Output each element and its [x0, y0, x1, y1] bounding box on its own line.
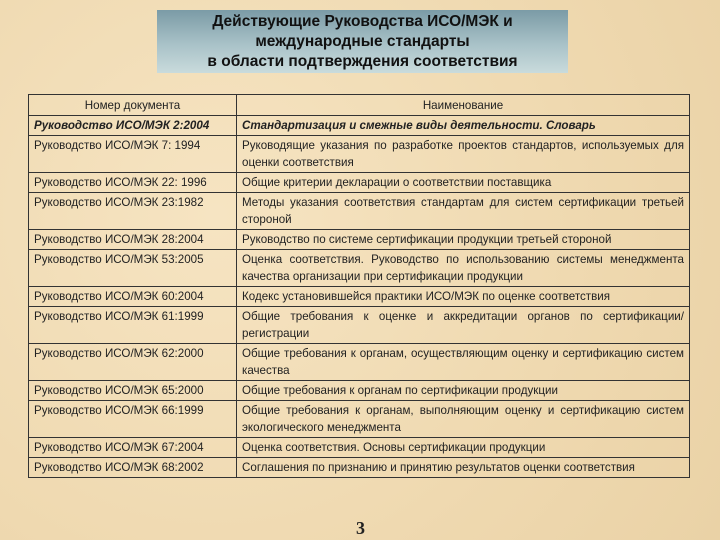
table-row [29, 344, 690, 381]
header-document-number: Номер документа [29, 95, 237, 116]
header-name: Наименование [237, 95, 690, 116]
document-name-cell: Соглашения по признанию и принятию результатов оценки соответствия [237, 458, 690, 478]
document-name-cell: Руководство по системе сертификации продукции третьей стороной [237, 230, 690, 250]
document-number-cell: Руководство ИСО/МЭК 23:1982 [29, 193, 237, 230]
document-name-cell: Общие требования к органам, выполняющим оценку и сертификацию систем экологического менеджмента [237, 401, 690, 438]
document-name-cell: Оценка соответствия. Руководство по использованию системы менеджмента качества организации при сертификации продукции [237, 250, 690, 287]
document-name-cell: Стандартизация и смежные виды деятельности. Словарь [237, 116, 690, 136]
document-number-cell: Руководство ИСО/МЭК 53:2005 [29, 250, 237, 287]
table-row [29, 136, 690, 173]
document-name-cell: Оценка соответствия. Основы сертификации продукции [237, 438, 690, 458]
document-number-cell: Руководство ИСО/МЭК 2:2004 [29, 116, 237, 136]
document-number-cell: Руководство ИСО/МЭК 67:2004 [29, 438, 237, 458]
document-number-cell: Руководство ИСО/МЭК 68:2002 [29, 458, 237, 478]
table-row [29, 116, 690, 136]
table-row [29, 438, 690, 458]
table-row [29, 193, 690, 230]
document-number-cell: Руководство ИСО/МЭК 7: 1994 [29, 136, 237, 173]
document-name-cell: Общие требования к органам, осуществляющим оценку и сертификацию систем качества [237, 344, 690, 381]
table-header [29, 95, 690, 116]
document-name-cell: Общие критерии декларации о соответствии поставщика [237, 173, 690, 193]
table-row [29, 230, 690, 250]
slide-title [157, 10, 568, 73]
document-name-cell: Общие требования к органам по сертификации продукции [237, 381, 690, 401]
document-name-cell: Кодекс установившейся практики ИСО/МЭК по оценке соответствия [237, 287, 690, 307]
document-number-cell: Руководство ИСО/МЭК 61:1999 [29, 307, 237, 344]
title-line: в области подтверждения соответствия [207, 53, 518, 70]
document-number-cell: Руководство ИСО/МЭК 28:2004 [29, 230, 237, 250]
table-row [29, 381, 690, 401]
document-number-cell: Руководство ИСО/МЭК 60:2004 [29, 287, 237, 307]
table-row [29, 307, 690, 344]
table-row [29, 287, 690, 307]
document-number-cell: Руководство ИСО/МЭК 66:1999 [29, 401, 237, 438]
title-line: международные стандарты [255, 33, 470, 50]
title-line: Действующие Руководства ИСО/МЭК и [212, 13, 513, 30]
document-name-cell: Общие требования к оценке и аккредитации органов по сертификации/регистрации [237, 307, 690, 344]
document-number-cell: Руководство ИСО/МЭК 65:2000 [29, 381, 237, 401]
document-number-cell: Руководство ИСО/МЭК 22: 1996 [29, 173, 237, 193]
standards-table [28, 94, 690, 478]
table-row [29, 173, 690, 193]
document-number-cell: Руководство ИСО/МЭК 62:2000 [29, 344, 237, 381]
document-name-cell: Методы указания соответствия стандартам для систем сертификации третьей стороной [237, 193, 690, 230]
table-row [29, 401, 690, 438]
page-number: 3 [356, 518, 365, 538]
document-name-cell: Руководящие указания по разработке проектов стандартов, используемых для оценки соответствия [237, 136, 690, 173]
table-row [29, 458, 690, 478]
table-row [29, 250, 690, 287]
